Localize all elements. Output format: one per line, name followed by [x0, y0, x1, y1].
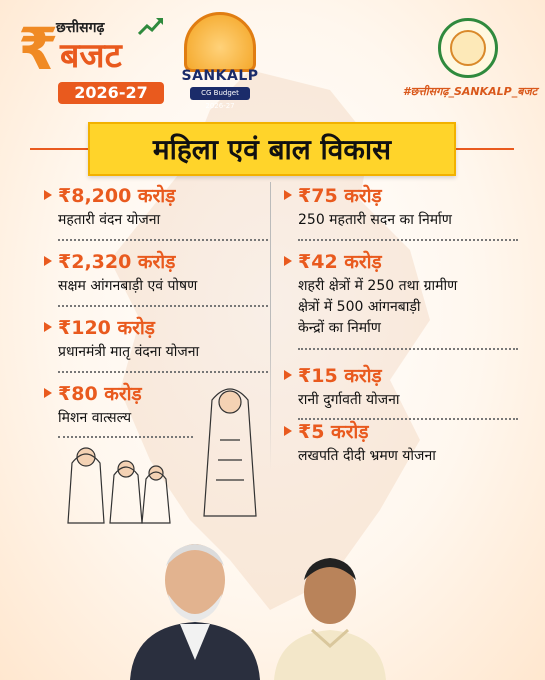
bullet-arrow-icon [44, 256, 52, 266]
item-description: लखपति दीदी भ्रमण योजना [298, 448, 436, 464]
list-item [44, 182, 269, 242]
dotted-separator [298, 239, 518, 241]
list-item [44, 314, 269, 374]
item-description: प्रधानमंत्री मातृ वंदना योजना [58, 344, 200, 360]
bullet-arrow-icon [44, 190, 52, 200]
leader-portrait-right [270, 548, 390, 680]
item-amount: ₹120 करोड़ [58, 317, 155, 339]
bullet-arrow-icon [44, 322, 52, 332]
item-description: 250 महतारी सदन का निर्माण [298, 212, 452, 228]
bullet-arrow-icon [284, 190, 292, 200]
title-banner [88, 122, 456, 176]
item-description: शहरी क्षेत्रों में 250 तथा ग्रामीण क्षेत्रों में 500 आंगनबाड़ी केन्द्रों का निर्माण [298, 278, 458, 336]
dotted-separator [298, 348, 518, 350]
rupee-symbol: ₹ [18, 15, 59, 83]
sankalp-title: SANKALP [181, 68, 259, 84]
dotted-separator [58, 371, 268, 373]
item-amount: ₹75 करोड़ [298, 185, 382, 207]
woman-with-pot-sketch [190, 380, 265, 520]
sankalp-subtitle: CG Budget 2026-27 [190, 87, 250, 100]
budget-year: 2026-27 [58, 82, 164, 104]
bullet-arrow-icon [284, 426, 292, 436]
page-title: महिला एवं बाल विकास [152, 133, 392, 166]
women-group-sketch [58, 435, 178, 525]
sankalp-emblem-icon [184, 12, 256, 72]
item-description: सक्षम आंगनबाड़ी एवं पोषण [58, 278, 198, 294]
item-amount: ₹15 करोड़ [298, 365, 382, 387]
bullet-arrow-icon [284, 256, 292, 266]
item-amount: ₹2,320 करोड़ [58, 251, 176, 273]
budget-logo [14, 14, 164, 104]
dotted-separator [58, 305, 268, 307]
dotted-separator [58, 239, 268, 241]
growth-arrow-icon [138, 16, 164, 36]
item-description: महतारी वंदन योजना [58, 212, 161, 228]
budget-word: बजट [60, 36, 122, 76]
item-amount: ₹80 करोड़ [58, 383, 142, 405]
leader-portrait-left [122, 530, 268, 680]
bullet-arrow-icon [284, 370, 292, 380]
list-item [284, 418, 524, 478]
item-amount: ₹8,200 करोड़ [58, 185, 176, 207]
list-item [284, 248, 524, 354]
budget-state-name: छत्तीसगढ़ [56, 20, 105, 36]
column-divider [270, 182, 271, 472]
list-item [284, 182, 524, 242]
title-rule-left [30, 148, 88, 150]
list-item [284, 362, 524, 422]
hashtag: #छत्तीसगढ़_SANKALP_बजट [402, 85, 538, 98]
list-item [44, 248, 269, 308]
title-rule-right [456, 148, 514, 150]
bullet-arrow-icon [44, 388, 52, 398]
seal-center [450, 30, 486, 66]
item-description: मिशन वात्सल्य [58, 410, 132, 426]
item-amount: ₹42 करोड़ [298, 251, 382, 273]
list-item [44, 380, 204, 440]
government-seal-icon [438, 18, 498, 78]
sankalp-logo [178, 12, 262, 110]
item-description: रानी दुर्गावती योजना [298, 392, 400, 408]
item-amount: ₹5 करोड़ [298, 421, 369, 443]
